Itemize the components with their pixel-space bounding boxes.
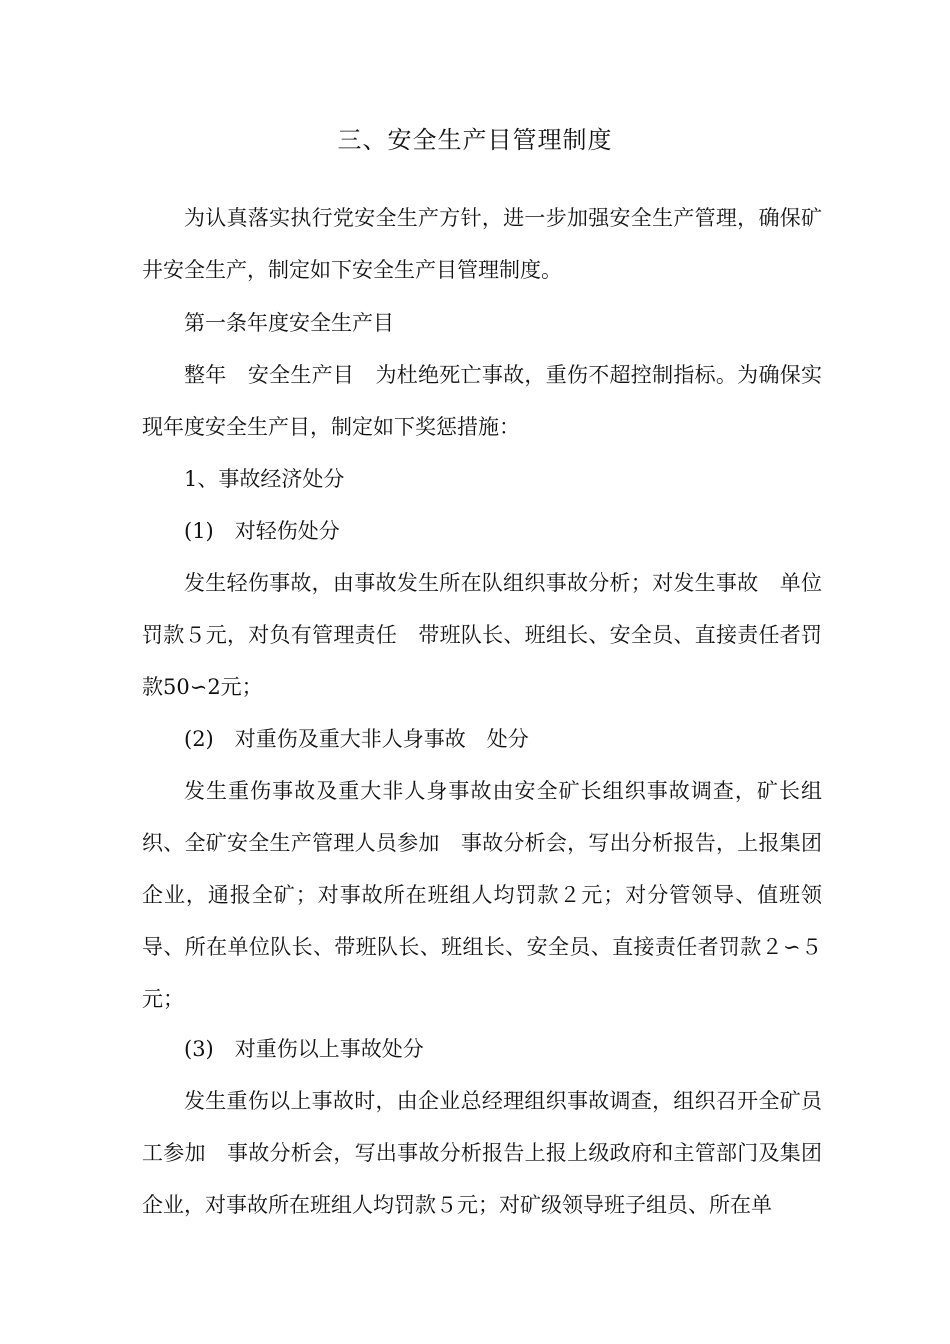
paragraph-intro: 为认真落实执行党安全生产方针，进一步加强安全生产管理，确保矿井安全生产，制定如下安全生产目管理制度。 xyxy=(142,206,822,282)
paragraph-article-1: 第一条年度安全生产目 xyxy=(184,311,394,335)
paragraph-subsection-3: (3) 对重伤以上事故处分 xyxy=(184,1037,424,1061)
paragraph-minor-injury: 发生轻伤事故，由事故发生所在队组织事故分析；对发生事故 单位罚款５元，对负有管理责任 带班队长、班组长、安全员、直接责任者罚款50∽2元； xyxy=(142,571,822,699)
paragraph-serious-injury: 发生重伤事故及重大非人身事故由安全矿长组织事故调查，矿长组织、全矿安全生产管理人员参加 事故分析会，写出分析报告，上报集团企业，通报全矿；对事故所在班组人均罚款２元；对分管领导、值班领导、所在单位队长、带班队长、班组长、安全员、直接责任者罚款２∽５元； xyxy=(142,779,822,1011)
paragraph-above-serious: 发生重伤以上事故时，由企业总经理组织事故调查，组织召开全矿员工参加 事故分析会，写出事故分析报告上报上级政府和主管部门及集团企业，对事故所在班组人均罚款５元；对矿级领导班子组员、所在单 xyxy=(142,1089,822,1217)
paragraph-subsection-1: (1) 对轻伤处分 xyxy=(184,519,340,543)
paragraph-section-1: 1、事故经济处分 xyxy=(184,467,345,491)
document-title: 三、安全生产目管理制度 xyxy=(337,126,613,154)
paragraph-subsection-2: (2) 对重伤及重大非人身事故 处分 xyxy=(184,727,529,751)
paragraph-annual-target: 整年 安全生产目 为杜绝死亡事故，重伤不超控制指标。为确保实现年度安全生产目，制定如下奖惩措施： xyxy=(142,363,822,439)
